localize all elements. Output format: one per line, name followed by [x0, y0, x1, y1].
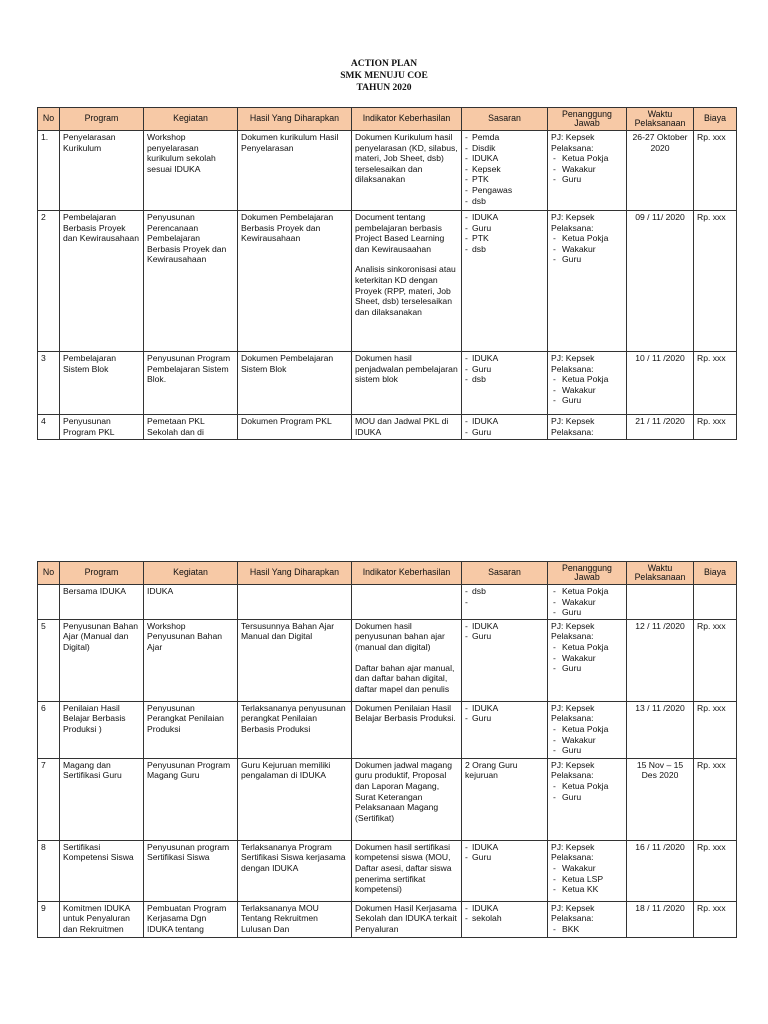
cell-no: 4 [38, 415, 60, 440]
indikator-text: Analisis sinkoronisasi atau keterkitan KD dengan Proyek (RPP, materi, Job Sheet, dsb) terselesaikan dan dilaksanakan [355, 264, 456, 317]
cell-kegiatan: Penyusunan Perangkat Penilaian Produksi [144, 701, 238, 758]
title-line-1: ACTION PLAN [350, 59, 418, 69]
cell-waktu: 16 / 11 /2020 [627, 840, 694, 901]
sasaran-list [465, 903, 544, 924]
header-waktu: Waktu Pelaksanaan [627, 108, 694, 131]
list-item: - Guru [551, 174, 623, 185]
cell-penanggung-jawab [548, 352, 627, 415]
table-row [38, 211, 737, 352]
pelaksana-list [551, 153, 623, 185]
sasaran-list [465, 586, 544, 607]
list-item: - sekolah [465, 913, 544, 924]
pelaksana-label: Pelaksana: [551, 713, 594, 724]
indikator-text: Dokumen hasil sertifikasi kompetensi siswa (MOU, Daftar asesi, daftar siswa penerima sertifikat kompetensi) [355, 841, 452, 895]
header-waktu: Waktu Pelaksanaan [627, 562, 694, 585]
cell-penanggung-jawab [548, 901, 627, 937]
pelaksana-list [551, 924, 623, 935]
list-item: - Ketua KK [551, 884, 623, 895]
header-hasil: Hasil Yang Diharapkan [238, 108, 352, 131]
cell-no: 2 [38, 211, 60, 352]
pelaksana-label: Pelaksana: [551, 363, 594, 374]
list-item: - Guru [465, 852, 544, 863]
cell-sasaran [462, 901, 548, 937]
cell-program: Penyelarasan Kurikulum [60, 131, 144, 211]
pj-head: PJ: Kepsek [551, 620, 595, 631]
table-row-continuation [38, 585, 737, 620]
sasaran-list [465, 212, 544, 254]
cell-hasil: Dokumen kurikulum Hasil Penyelarasan [238, 131, 352, 211]
list-item: - Guru [551, 395, 623, 406]
list-item: - Kepsek [465, 164, 544, 175]
cell-no: 5 [38, 619, 60, 701]
title-line-3: TAHUN 2020 [356, 83, 412, 93]
cell-hasil: Terlaksananya MOU Tentang Rekruitmen Lulusan Dan [238, 901, 352, 937]
pj-head: PJ: Kepsek [551, 132, 595, 142]
cell-kegiatan: Pembuatan Program Kerjasama Dgn IDUKA tentang [144, 901, 238, 937]
list-item: - Pemda [465, 132, 544, 143]
list-item: - IDUKA [465, 621, 544, 632]
table-row [38, 619, 737, 701]
list-item: - IDUKA [465, 353, 544, 364]
cell-biaya: Rp. xxx [694, 840, 737, 901]
cell-hasil: Dokumen Program PKL [238, 415, 352, 440]
cell-hasil: Dokumen Pembelajaran Sistem Blok [238, 352, 352, 415]
cell-hasil: Guru Kejuruan memiliki pengalaman di IDUKA [238, 758, 352, 840]
cell-kegiatan: Pemetaan PKL Sekolah dan di [144, 415, 238, 440]
pelaksana-label: Pelaksana: [551, 222, 594, 233]
cell-biaya: Rp. xxx [694, 415, 737, 440]
title-line-2: SMK MENUJU COE [340, 71, 428, 81]
cell-sasaran [462, 131, 548, 211]
cell-biaya: Rp. xxx [694, 211, 737, 352]
cell-waktu: 09 / 11/ 2020 [627, 211, 694, 352]
cell-program: Magang dan Sertifikasi Guru [60, 758, 144, 840]
cell-indikator [352, 131, 462, 211]
cell-sasaran [462, 701, 548, 758]
list-item: - Guru [465, 713, 544, 724]
cell-indikator [352, 701, 462, 758]
pelaksana-list [551, 781, 623, 802]
pj-head: PJ: Kepsek [551, 841, 595, 852]
cell-program: Penyusunan Program PKL [60, 415, 144, 440]
indikator-text: Dokumen Penilaian Hasil Belajar Berbasis Produksi. [355, 702, 456, 724]
pelaksana-label: Pelaksana: [551, 770, 594, 781]
indikator-text: Daftar bahan ajar manual, dan daftar bahan digital, daftar mapel dan penulis [355, 662, 455, 694]
cell-hasil: Terlaksananya Program Sertifikasi Siswa kerjasama dengan IDUKA [238, 840, 352, 901]
list-item: - Wakakur [551, 653, 623, 664]
list-item: - Guru [551, 745, 623, 756]
pelaksana-list [551, 642, 623, 674]
sasaran-list [465, 416, 544, 437]
list-item: - Ketua LSP [551, 874, 623, 885]
header-no: No [38, 108, 60, 131]
list-item: - Ketua Pokja [551, 153, 623, 164]
list-item: - Ketua Pokja [551, 374, 623, 385]
cell-program: Komitmen IDUKA untuk Penyaluran dan Rekruitmen [60, 901, 144, 937]
cell-biaya: Rp. xxx [694, 619, 737, 701]
list-item: - Wakakur [551, 597, 623, 608]
cell-program: Bersama IDUKA [60, 585, 144, 620]
cell-biaya: Rp. xxx [694, 131, 737, 211]
cell-sasaran [462, 840, 548, 901]
pj-head: PJ: Kepsek [551, 416, 595, 426]
cell-waktu: 18 / 11 /2020 [627, 901, 694, 937]
action-plan-table-2 [37, 561, 737, 938]
header-kegiatan: Kegiatan [144, 108, 238, 131]
cell-penanggung-jawab [548, 585, 627, 620]
indikator-text: Document tentang pembelajaran berbasis Project Based Learning dan Kewirausaahan [355, 212, 445, 254]
action-plan-table-1 [37, 107, 737, 440]
table-row [38, 840, 737, 901]
header-no: No [38, 562, 60, 585]
cell-hasil: Dokumen Pembelajaran Berbasis Proyek dan Kewirausahaan [238, 211, 352, 352]
header-program: Program [60, 562, 144, 585]
header-indikator: Indikator Keberhasilan [352, 562, 462, 585]
sasaran-list [465, 621, 544, 642]
cell-program: Penyusunan Bahan Ajar (Manual dan Digital) [60, 619, 144, 701]
list-item: - Pengawas [465, 185, 544, 196]
list-item: - Guru [465, 223, 544, 234]
header-penanggung-jawab: Penanggung Jawab [548, 562, 627, 585]
cell-indikator [352, 415, 462, 440]
pelaksana-label: Pelaksana: [551, 852, 594, 863]
cell-penanggung-jawab [548, 840, 627, 901]
cell-waktu: 21 / 11 /2020 [627, 415, 694, 440]
cell-no: 7 [38, 758, 60, 840]
list-item: - Disdik [465, 143, 544, 154]
table-row [38, 415, 737, 440]
table-header-row [38, 562, 737, 585]
cell-no: 6 [38, 701, 60, 758]
cell-waktu: 10 / 11 /2020 [627, 352, 694, 415]
pj-head: PJ: Kepsek [551, 902, 595, 913]
sasaran-list [465, 703, 544, 724]
pj-head: PJ: Kepsek [551, 702, 595, 713]
header-biaya: Biaya [694, 108, 737, 131]
pelaksana-label: Pelaksana: [551, 913, 594, 924]
table-header-row [38, 108, 737, 131]
cell-sasaran [462, 352, 548, 415]
indikator-text: Dokumen jadwal magang guru produktif, Proposal dan Laporan Magang, Surat Keterangan Pelaksanaan Magang (Sertifikat) [355, 759, 452, 823]
list-item: - PTK [465, 174, 544, 185]
table-row [38, 131, 737, 211]
cell-program: Pembelajaran Sistem Blok [60, 352, 144, 415]
header-penanggung-jawab: Penanggung Jawab [548, 108, 627, 131]
list-item: - Ketua Pokja [551, 233, 623, 244]
cell-kegiatan: Penyusunan Program Magang Guru [144, 758, 238, 840]
cell-biaya: Rp. xxx [694, 758, 737, 840]
cell-sasaran [462, 211, 548, 352]
pj-head: PJ: Kepsek [551, 353, 595, 363]
cell-penanggung-jawab [548, 758, 627, 840]
cell-biaya: Rp. xxx [694, 701, 737, 758]
cell-kegiatan: Workshop Penyusunan Bahan Ajar [144, 619, 238, 701]
cell-penanggung-jawab [548, 619, 627, 701]
list-item: - PTK [465, 233, 544, 244]
list-item: - IDUKA [465, 903, 544, 914]
header-sasaran: Sasaran [462, 108, 548, 131]
list-item: - Wakakur [551, 385, 623, 396]
cell-biaya: Rp. xxx [694, 352, 737, 415]
table-row [38, 352, 737, 415]
list-item: - Guru [551, 663, 623, 674]
table-row [38, 758, 737, 840]
list-item: - Ketua Pokja [551, 642, 623, 653]
list-item: - dsb [465, 586, 544, 597]
pelaksana-list [551, 724, 623, 756]
list-item: - IDUKA [465, 842, 544, 853]
cell-penanggung-jawab [548, 701, 627, 758]
cell-waktu: 12 / 11 /2020 [627, 619, 694, 701]
cell-kegiatan: Penyusunan Program Pembelajaran Sistem Blok. [144, 352, 238, 415]
list-item [465, 597, 544, 608]
header-hasil: Hasil Yang Diharapkan [238, 562, 352, 585]
list-item: - Wakakur [551, 164, 623, 175]
document-title [0, 58, 768, 94]
header-sasaran: Sasaran [462, 562, 548, 585]
indikator-text: Dokumen Kurikulum hasil penyelarasan (KD, silabus, materi, Job Sheet, dsb) terselesaikan dan dilaksanakan [355, 132, 458, 185]
cell-hasil: Tersusunnya Bahan Ajar Manual dan Digital [238, 619, 352, 701]
pelaksana-list [551, 863, 623, 895]
cell-no: 3 [38, 352, 60, 415]
list-item: - Wakakur [551, 863, 623, 874]
cell-biaya [694, 585, 737, 620]
list-item: - IDUKA [465, 212, 544, 223]
list-item: - Wakakur [551, 244, 623, 255]
cell-kegiatan: Penyusunan program Sertifikasi Siswa [144, 840, 238, 901]
cell-indikator [352, 901, 462, 937]
list-item: - dsb [465, 374, 544, 385]
list-item: - dsb [465, 196, 544, 207]
pelaksana-list [551, 233, 623, 265]
cell-penanggung-jawab [548, 211, 627, 352]
cell-no: 9 [38, 901, 60, 937]
cell-penanggung-jawab [548, 415, 627, 440]
indikator-text: MOU dan Jadwal PKL di IDUKA [355, 416, 449, 437]
cell-program: Sertifikasi Kompetensi Siswa [60, 840, 144, 901]
list-item: - Guru [551, 254, 623, 265]
header-indikator: Indikator Keberhasilan [352, 108, 462, 131]
list-item: - Ketua Pokja [551, 586, 623, 597]
cell-kegiatan: Penyusunan Perencanaan Pembelajaran Berbasis Proyek dan Kewirausahaan [144, 211, 238, 352]
header-program: Program [60, 108, 144, 131]
sasaran-list [465, 353, 544, 385]
list-item: - Guru [551, 792, 623, 803]
pelaksana-label: Pelaksana: [551, 426, 594, 437]
cell-indikator [352, 585, 462, 620]
pelaksana-list [551, 586, 623, 618]
list-item: - Ketua Pokja [551, 724, 623, 735]
cell-no: 1. [38, 131, 60, 211]
cell-kegiatan: IDUKA [144, 585, 238, 620]
list-item: - Guru [551, 607, 623, 618]
indikator-text: Dokumen hasil penjadwalan pembelajaran sistem blok [355, 353, 458, 385]
sasaran-list [465, 842, 544, 863]
list-item: - Guru [465, 427, 544, 438]
cell-penanggung-jawab [548, 131, 627, 211]
cell-kegiatan: Workshop penyelarasan kurikulum sekolah sesuai IDUKA [144, 131, 238, 211]
header-biaya: Biaya [694, 562, 737, 585]
cell-indikator [352, 758, 462, 840]
cell-sasaran [462, 585, 548, 620]
header-kegiatan: Kegiatan [144, 562, 238, 585]
list-item: - Wakakur [551, 735, 623, 746]
list-item: - IDUKA [465, 153, 544, 164]
cell-waktu [627, 585, 694, 620]
sasaran-list [465, 132, 544, 206]
cell-indikator [352, 211, 462, 352]
cell-sasaran [462, 415, 548, 440]
pelaksana-label: Pelaksana: [551, 631, 594, 642]
list-item: - IDUKA [465, 703, 544, 714]
cell-no: 8 [38, 840, 60, 901]
cell-biaya: Rp. xxx [694, 901, 737, 937]
indikator-text: Dokumen hasil penyusunan bahan ajar (manual dan digital) [355, 620, 445, 652]
cell-program: Pembelajaran Berbasis Proyek dan Kewirausahaan [60, 211, 144, 352]
list-item: - BKK [551, 924, 623, 935]
cell-hasil [238, 585, 352, 620]
pelaksana-label: Pelaksana: [551, 142, 594, 153]
pj-head: PJ: Kepsek [551, 212, 595, 222]
cell-waktu: 26-27 Oktober 2020 [627, 131, 694, 211]
list-item: - Ketua Pokja [551, 781, 623, 792]
list-item: - Guru [465, 631, 544, 642]
cell-hasil: Terlaksananya penyusunan perangkat Penilaian Berbasis Produksi [238, 701, 352, 758]
cell-indikator [352, 840, 462, 901]
cell-program: Penilaian Hasil Belajar Berbasis Produksi ) [60, 701, 144, 758]
cell-waktu: 15 Nov – 15 Des 2020 [627, 758, 694, 840]
list-item: - Guru [465, 364, 544, 375]
cell-waktu: 13 / 11 /2020 [627, 701, 694, 758]
cell-sasaran: 2 Orang Guru kejuruan [462, 758, 548, 840]
list-item: - dsb [465, 244, 544, 255]
list-item: - IDUKA [465, 416, 544, 427]
cell-indikator [352, 619, 462, 701]
pelaksana-list [551, 374, 623, 406]
cell-indikator [352, 352, 462, 415]
table-row [38, 701, 737, 758]
indikator-text: Dokumen Hasil Kerjasama Sekolah dan IDUKA terkait Penyaluran [355, 902, 457, 934]
cell-sasaran [462, 619, 548, 701]
pj-head: PJ: Kepsek [551, 759, 595, 770]
table-row [38, 901, 737, 937]
cell-no [38, 585, 60, 620]
